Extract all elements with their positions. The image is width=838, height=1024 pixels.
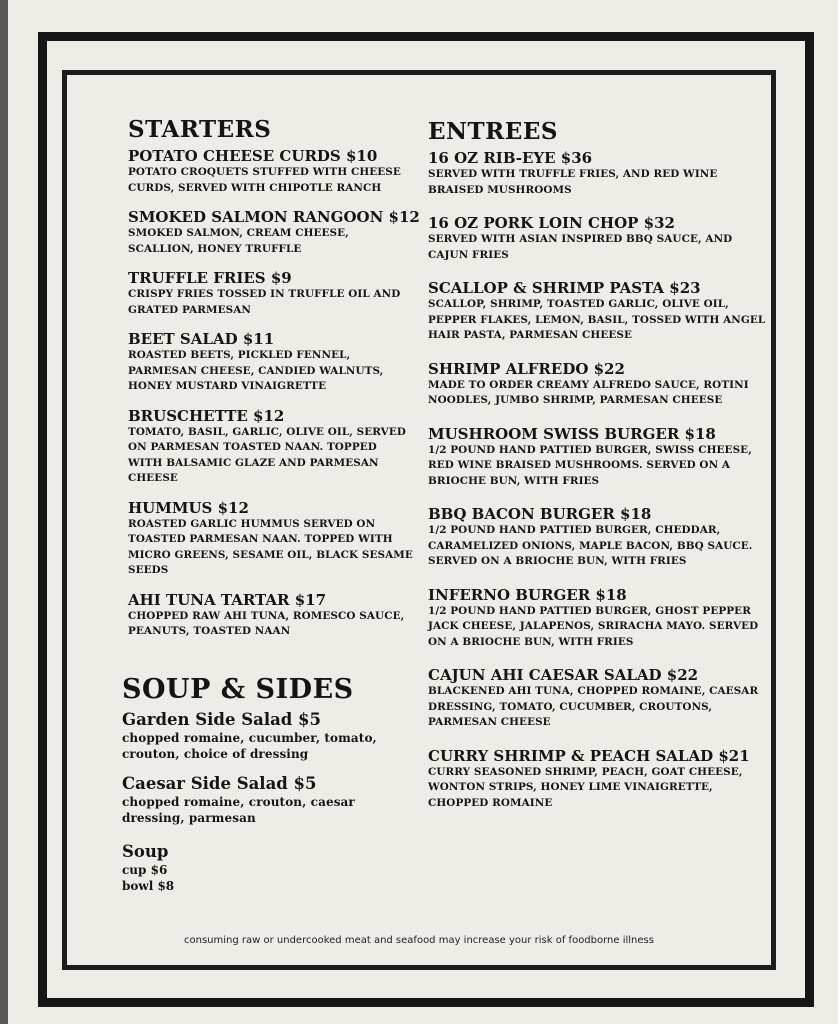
menu-item — [428, 586, 768, 651]
menu-item — [128, 591, 413, 640]
item-title: SHRIMP ALFREDO $22 — [428, 359, 625, 378]
soup-sides-section — [122, 674, 413, 894]
item-description: SERVED WITH TRUFFLE FRIES, AND RED WINE BRAISED MUSHROOMS — [428, 168, 718, 196]
right-column — [428, 118, 768, 827]
menu-item — [428, 149, 768, 198]
entrees-heading: ENTREES — [428, 118, 558, 145]
item-title: POTATO CHEESE CURDS $10 — [128, 147, 378, 165]
item-title: INFERNO BURGER $18 — [428, 585, 627, 604]
menu-item — [428, 360, 768, 409]
item-description: MADE TO ORDER CREAMY ALFREDO SAUCE, ROTINI NOODLES, JUMBO SHRIMP, PARMESAN CHEESE — [428, 378, 749, 406]
item-title: SCALLOP & SHRIMP PASTA $23 — [428, 279, 701, 297]
item-description: SCALLOP, SHRIMP, TOASTED GARLIC, OLIVE OIL, PEPPER FLAKES, LEMON, BASIL, TOSSED WITH ANGEL HAIR PASTA, PARMESAN CHEESE — [428, 298, 766, 341]
item-title: CURRY SHRIMP & PEACH SALAD $21 — [428, 746, 750, 765]
menu-item — [122, 710, 413, 762]
item-title: MUSHROOM SWISS BURGER $18 — [428, 424, 716, 443]
menu-item — [428, 747, 768, 812]
item-description: TOMATO, BASIL, GARLIC, OLIVE OIL, SERVED ON PARMESAN TOASTED NAAN. TOPPED WITH BALSAMIC GLAZE AND PARMESAN CHEESE — [128, 425, 406, 484]
item-description: CURRY SEASONED SHRIMP, PEACH, GOAT CHEESE, WONTON STRIPS, HONEY LIME VINAIGRETTE, CHOPPED ROMAINE — [428, 765, 743, 809]
left-column — [122, 116, 420, 906]
item-description: SERVED WITH ASIAN INSPIRED BBQ SAUCE, AND CAJUN FRIES — [428, 233, 733, 261]
item-title: SMOKED SALMON RANGOON $12 — [128, 208, 420, 226]
menu-item — [128, 269, 413, 318]
item-description: CRISPY FRIES TOSSED IN TRUFFLE OIL AND GRATED PARMESAN — [128, 288, 401, 316]
menu-item — [128, 147, 413, 196]
soup-bowl-price: bowl $8 — [122, 878, 175, 893]
soup-sides-heading: SOUP & SIDES — [122, 673, 354, 705]
item-description: chopped romaine, crouton, caesar dressing, parmesan — [122, 794, 355, 825]
item-title: Caesar Side Salad $5 — [122, 773, 317, 793]
item-title: BRUSCHETTE $12 — [128, 406, 285, 425]
menu-item — [428, 214, 768, 263]
food-safety-footnote: consuming raw or undercooked meat and seafood may increase your risk of foodborne illness — [184, 935, 654, 946]
soup-cup-price: cup $6 — [122, 862, 168, 877]
item-title: CAJUN AHI CAESAR SALAD $22 — [428, 666, 699, 684]
menu-item — [428, 666, 768, 731]
item-title: TRUFFLE FRIES $9 — [128, 269, 292, 287]
menu-item — [428, 425, 768, 490]
menu-item — [128, 407, 413, 487]
item-title: BEET SALAD $11 — [128, 330, 275, 348]
item-description: POTATO CROQUETS STUFFED WITH CHEESE CURDS, SERVED WITH CHIPOTLE RANCH — [128, 166, 401, 194]
item-description: ROASTED BEETS, PICKLED FENNEL, PARMESAN CHEESE, CANDIED WALNUTS, HONEY MUSTARD VINAIGRETTE — [128, 349, 384, 392]
menu-item — [428, 279, 768, 344]
item-description: 1/2 POUND HAND PATTIED BURGER, SWISS CHEESE, RED WINE BRAISED MUSHROOMS. SERVED ON A BRIOCHE BUN, WITH FRIES — [428, 443, 752, 487]
menu-item — [122, 774, 413, 826]
menu-item — [128, 208, 420, 257]
item-description: 1/2 POUND HAND PATTIED BURGER, CHEDDAR, CARAMELIZED ONIONS, MAPLE BACON, BBQ SAUCE. SERVED ON A BRIOCHE BUN, WITH FRIES — [428, 524, 753, 567]
item-description: BLACKENED AHI TUNA, CHOPPED ROMAINE, CAESAR DRESSING, TOMATO, CUCUMBER, CROUTONS, PARMESAN CHEESE — [428, 685, 759, 728]
item-description: 1/2 POUND HAND PATTIED BURGER, GHOST PEPPER JACK CHEESE, JALAPENOS, SRIRACHA MAYO. SERVED ON A BRIOCHE BUN, WITH FRIES — [428, 604, 759, 648]
soup-title: Soup — [122, 841, 169, 861]
item-title: HUMMUS $12 — [128, 498, 249, 517]
menu-item — [428, 505, 768, 570]
item-description: SMOKED SALMON, CREAM CHEESE, SCALLION, HONEY TRUFFLE — [128, 227, 349, 255]
soup-item — [122, 842, 413, 894]
item-title: 16 OZ PORK LOIN CHOP $32 — [428, 214, 675, 232]
item-description: chopped romaine, cucumber, tomato, crouton, choice of dressing — [122, 730, 377, 761]
menu-item — [128, 330, 413, 395]
item-description: CHOPPED RAW AHI TUNA, ROMESCO SAUCE, PEANUTS, TOASTED NAAN — [128, 609, 405, 637]
item-title: Garden Side Salad $5 — [122, 709, 322, 729]
starters-heading: STARTERS — [128, 116, 272, 143]
item-title: BBQ BACON BURGER $18 — [428, 505, 652, 523]
item-description: ROASTED GARLIC HUMMUS SERVED ON TOASTED PARMESAN NAAN. TOPPED WITH MICRO GREENS, SESAME OIL, BLACK SESAME SEEDS — [128, 517, 413, 576]
item-title: 16 OZ RIB-EYE $36 — [428, 149, 593, 167]
item-title: AHI TUNA TARTAR $17 — [128, 590, 327, 609]
menu-item — [128, 499, 413, 579]
